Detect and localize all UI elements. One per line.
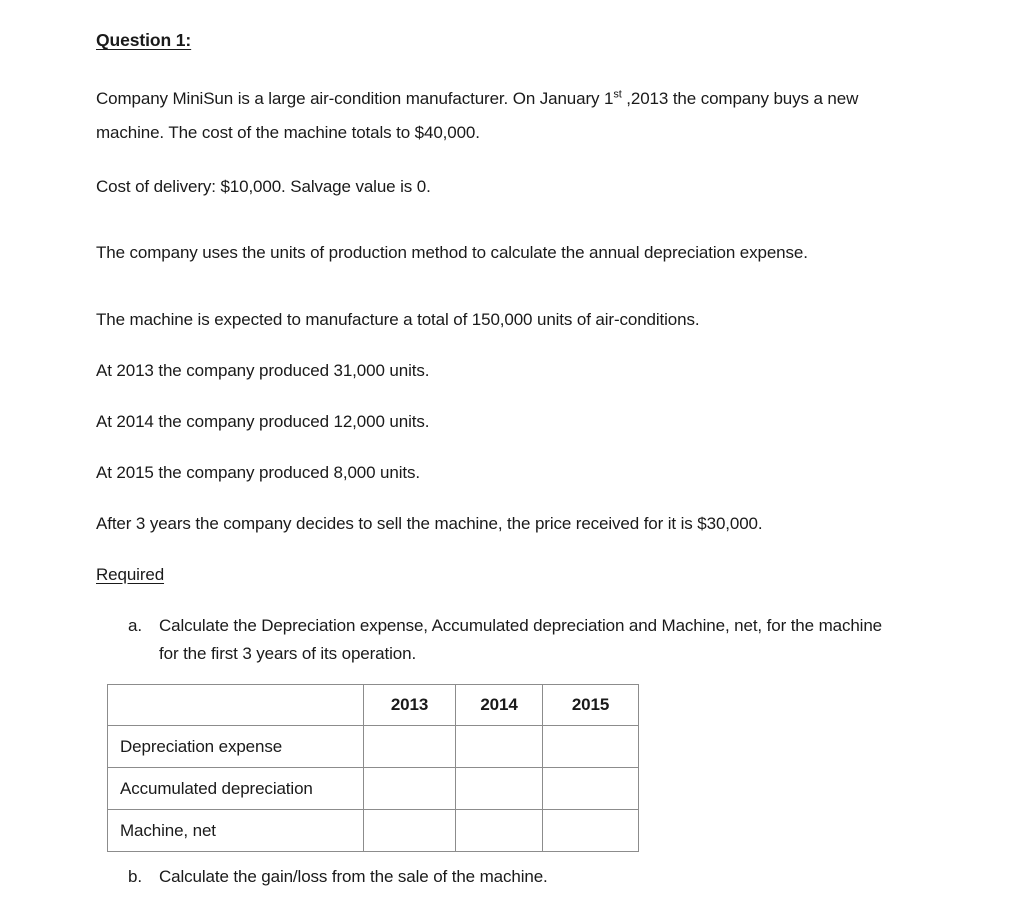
ordinal-suffix: st xyxy=(613,88,622,101)
cell-depreciation-expense-2013[interactable] xyxy=(364,726,456,768)
table-header-2014: 2014 xyxy=(456,685,543,726)
question-b-text: Calculate the gain/loss from the sale of the machine. xyxy=(159,867,548,886)
paragraph-delivery: Cost of delivery: $10,000. Salvage value is 0. xyxy=(96,177,431,196)
paragraph-sale: After 3 years the company decides to sell the machine, the price received for it is $30,000. xyxy=(96,514,763,533)
table-header-2013: 2013 xyxy=(364,685,456,726)
cell-depreciation-expense-2015[interactable] xyxy=(543,726,639,768)
question-item-b xyxy=(128,863,888,891)
paragraph-produced-2013: At 2013 the company produced 31,000 units. xyxy=(96,361,430,380)
paragraph-intro-part1: Company MiniSun is a large air-condition manufacturer. On January 1 xyxy=(96,89,614,108)
cell-accumulated-depreciation-2013[interactable] xyxy=(364,768,456,810)
cell-machine-net-2013[interactable] xyxy=(364,810,456,852)
required-label: Required xyxy=(96,565,165,584)
row-label-accumulated-depreciation: Accumulated depreciation xyxy=(108,768,364,810)
table-row xyxy=(108,726,639,768)
paragraph-intro xyxy=(96,82,906,150)
cell-accumulated-depreciation-2015[interactable] xyxy=(543,768,639,810)
row-label-depreciation-expense: Depreciation expense xyxy=(108,726,364,768)
cell-machine-net-2014[interactable] xyxy=(456,810,543,852)
question-b-marker: b. xyxy=(128,867,142,886)
question-a-text: Calculate the Depreciation expense, Accumulated depreciation and Machine, net, for the machine for the first 3 years of its operation. xyxy=(159,616,882,663)
paragraph-produced-2014: At 2014 the company produced 12,000 units. xyxy=(96,412,430,431)
question-item-a xyxy=(128,612,888,668)
table-row xyxy=(108,768,639,810)
cell-depreciation-expense-2014[interactable] xyxy=(456,726,543,768)
table-corner-cell xyxy=(108,685,364,726)
table-row xyxy=(108,810,639,852)
table-header-2015: 2015 xyxy=(543,685,639,726)
paragraph-intro-part2: ,2013 the company buys a new machine. The cost of the machine totals to $40,000. xyxy=(96,89,859,142)
table-header-row xyxy=(108,685,639,726)
paragraph-total-units: The machine is expected to manufacture a total of 150,000 units of air-conditions. xyxy=(96,310,700,329)
row-label-machine-net: Machine, net xyxy=(108,810,364,852)
paragraph-method: The company uses the units of production method to calculate the annual depreciation expense. xyxy=(96,243,808,262)
depreciation-schedule-table xyxy=(107,684,639,852)
cell-machine-net-2015[interactable] xyxy=(543,810,639,852)
question-a-marker: a. xyxy=(128,616,142,635)
page-title: Question 1: xyxy=(96,30,192,50)
paragraph-produced-2015: At 2015 the company produced 8,000 units. xyxy=(96,463,420,482)
cell-accumulated-depreciation-2014[interactable] xyxy=(456,768,543,810)
